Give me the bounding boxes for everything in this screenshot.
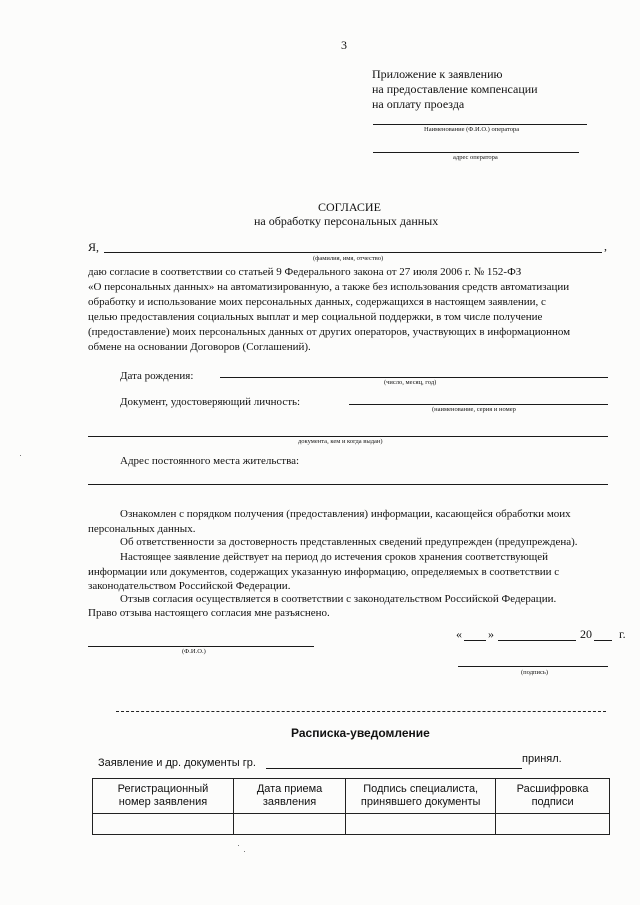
appendix-line-3: на оплату проезда xyxy=(372,97,465,111)
receipt-table-row xyxy=(93,814,610,835)
receipt-table xyxy=(92,778,610,835)
receipt-title: Расписка-уведомление xyxy=(291,726,430,740)
responsibility-line: Об ответственности за достоверность представленных сведений предупрежден (предупреждена). xyxy=(120,536,578,548)
operator-name-caption: Наименование (Ф.И.О.) оператора xyxy=(424,126,520,133)
cell-receipt-date[interactable] xyxy=(233,814,345,835)
doc-caption-2: документа, кем и когда выдан) xyxy=(298,438,383,445)
revoke-line-1: Отзыв согласия осуществляется в соответствии с законодательством Российской Федерации. xyxy=(120,593,557,605)
statement-name-line[interactable] xyxy=(266,768,522,769)
cut-line xyxy=(116,711,606,712)
header-cell-date xyxy=(233,779,345,814)
doc-line-2[interactable] xyxy=(88,436,608,437)
notice-line-2: персональных данных. xyxy=(88,523,196,535)
signature-line[interactable] xyxy=(458,666,608,667)
date-day-line[interactable] xyxy=(464,640,486,641)
birth-line[interactable] xyxy=(220,377,608,378)
revoke-line-2: Право отзыва настоящего согласия мне разъяснено. xyxy=(88,607,330,619)
ya-label: Я, xyxy=(88,240,100,254)
doc-line[interactable] xyxy=(349,404,608,405)
birth-caption: (число, месяц, год) xyxy=(384,379,437,386)
body-line-6: обмене на основании Договоров (Соглашений). xyxy=(88,341,311,353)
appendix-line-1: Приложение к заявлению xyxy=(372,67,503,81)
scan-speck xyxy=(238,845,239,846)
operator-address-caption: адрес оператора xyxy=(453,154,498,161)
statement-label: Заявление и др. документы гр. xyxy=(98,757,256,769)
cell-specialist-signature[interactable] xyxy=(346,814,496,835)
validity-line-3: законодательством Российской Федерации. xyxy=(88,580,291,592)
cell-signature-decoding[interactable] xyxy=(496,814,610,835)
receipt-table-header-row xyxy=(93,779,610,814)
page-number: 3 xyxy=(341,38,347,52)
accepted-label: принял. xyxy=(522,753,562,765)
scan-speck xyxy=(20,455,21,456)
date-year-suffix: г. xyxy=(619,627,626,641)
birth-label: Дата рождения: xyxy=(120,370,194,382)
fio-comma: , xyxy=(604,239,607,253)
consent-subtitle: на обработку персональных данных xyxy=(254,214,439,228)
date-month-line[interactable] xyxy=(498,640,576,641)
operator-name-line[interactable] xyxy=(373,124,587,125)
doc-label: Документ, удостоверяющий личность: xyxy=(120,396,301,408)
address-line[interactable] xyxy=(88,484,608,485)
address-label: Адрес постоянного места жительства: xyxy=(120,455,300,467)
header-registration-line-1: Регистрационный xyxy=(117,783,209,795)
notice-line-1: Ознакомлен с порядком получения (предоставления) информации, касающейся обработки моих xyxy=(120,508,571,520)
header-date-line-1: Дата приема xyxy=(256,783,323,795)
body-line-4: целью предоставления социальных выплат и мер социальной поддержки, в том числе получение xyxy=(88,311,543,323)
header-registration-line-2: номер заявления xyxy=(118,796,208,808)
header-signature-line-1: Подпись специалиста, xyxy=(363,783,479,795)
appendix-line-2: на предоставление компенсации xyxy=(372,82,538,96)
fio-caption: (фамилия, имя, отчество) xyxy=(313,255,384,262)
header-cell-signature xyxy=(346,779,496,814)
validity-line-2: информации или документов, содержащих указанную информацию, определяемых в соответствии с xyxy=(88,566,560,578)
body-line-2: «О персональных данных» на автоматизированную, а также без использования средств автоматизации xyxy=(88,281,570,293)
body-line-3: обработку и использование моих персональных данных, содержащихся в настоящем заявлении, с xyxy=(88,296,546,308)
operator-address-line[interactable] xyxy=(373,152,579,153)
date-year-prefix: 20 xyxy=(580,627,592,641)
fio-sign-line[interactable] xyxy=(88,646,314,647)
date-open-quote: « xyxy=(456,627,462,641)
header-cell-registration xyxy=(93,779,234,814)
body-line-5: (предоставление) моих персональных данных от других операторов, участвующих в информационном xyxy=(88,326,571,338)
date-year-line[interactable] xyxy=(594,640,612,641)
doc-caption: (наименование, серия и номер xyxy=(432,406,516,413)
cell-registration-number[interactable] xyxy=(93,814,234,835)
header-decoding-line-1: Расшифровка xyxy=(516,783,589,795)
fio-line[interactable] xyxy=(104,252,602,253)
consent-title: СОГЛАСИЕ xyxy=(318,200,381,214)
body-line-1: даю согласие в соответствии со статьей 9 Федерального закона от 27 июля 2006 г. № 152-ФЗ xyxy=(88,266,522,278)
header-decoding-line-2: подписи xyxy=(531,796,574,808)
date-close-quote: » xyxy=(488,627,494,641)
validity-line-1: Настоящее заявление действует на период до истечения сроков хранения соответствующей xyxy=(120,551,549,563)
fio-sign-caption: (Ф.И.О.) xyxy=(182,648,206,655)
header-signature-line-2: принявшего документы xyxy=(360,796,481,808)
signature-caption: (подпись) xyxy=(521,669,548,676)
scan-speck xyxy=(244,851,245,852)
header-cell-decoding xyxy=(496,779,610,814)
header-date-line-2: заявления xyxy=(262,796,317,808)
